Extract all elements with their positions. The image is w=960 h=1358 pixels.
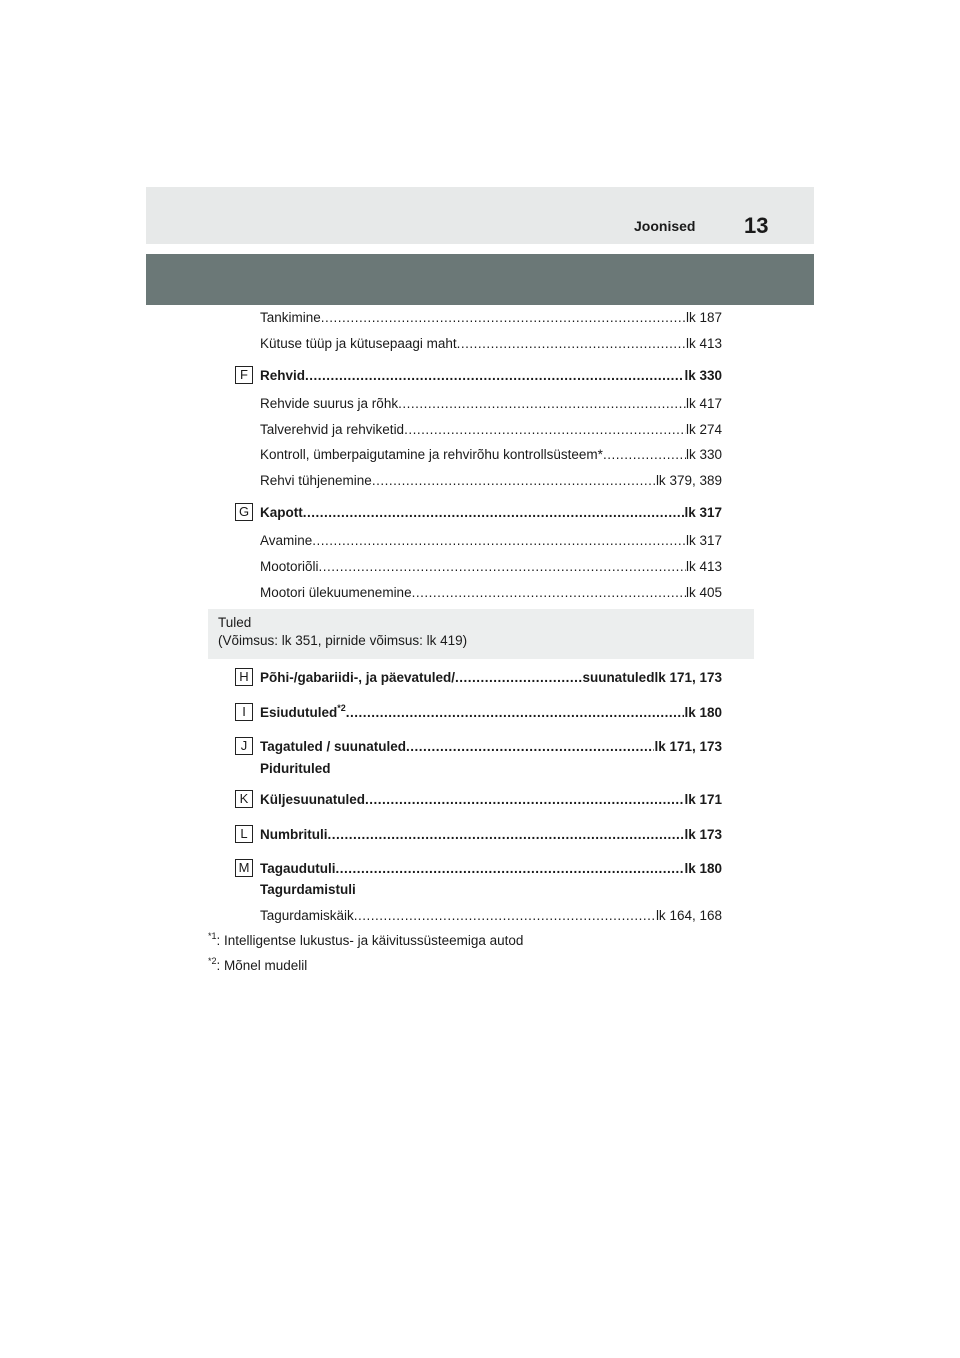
toc-entry-heading: Kapott ..... lk 317 [260,504,722,522]
toc-entry: Rehvide suurus ja rõhk ..... lk 417 [260,395,722,413]
marker-l: L [235,825,253,843]
marker-g: G [235,503,253,521]
marker-m: M [235,859,253,877]
toc-entry-heading: Tagaudutuli ..... lk 180 [260,860,722,878]
toc-entry-heading: Küljesuunatuled ..... lk 171 [260,791,722,809]
toc-entry: Talverehvid ja rehviketid ..... lk 274 [260,421,722,439]
toc-entry-heading: Numbrituli ..... lk 173 [260,826,722,844]
page-number: 13 [744,213,769,238]
toc-entry: Kütuse tüüp ja kütusepaagi maht ..... lk 413 [260,335,722,353]
toc-entry-continuation: Tagurdamistuli [260,882,356,897]
toc-entry: Avamine ..... lk 317 [260,532,722,550]
toc-entry: Mootori ülekuumenemine ..... lk 405 [260,584,722,602]
toc-entry-heading: Rehvid ..... lk 330 [260,367,722,385]
toc-entry-heading: Tagatuled / suunatuled ..... lk 171, 173 [260,738,722,756]
footnote: $^{*2}$: Mõnel mudelil [208,956,308,973]
marker-k: K [235,790,253,808]
marker-h: H [235,668,253,686]
toc-entry-heading: Esiudutuled$^{*2}$ ..... lk 180 [260,704,722,722]
toc-entry: Tagurdamiskäik ..... lk 164, 168 [260,907,722,925]
toc-entry-heading: Põhi-/gabariidi-, ja päevatuled/ ..... suunatuledlk 171, 173 [260,669,722,687]
toc-entry-continuation: Pidurituled [260,761,331,776]
header-dark-band [146,254,814,305]
toc-entry: Mootoriõli ..... lk 413 [260,558,722,576]
toc-entry: Rehvi tühjenemine ..... lk 379, 389 [260,472,722,490]
lights-section-title: Tuled [218,615,252,630]
footnote: $^{*1}$: Intelligentse lukustus- ja käivitussüsteemiga autod [208,931,524,948]
toc-entry: Tankimine ..... lk 187 [260,309,722,327]
header-band [146,187,814,244]
marker-i: I [235,703,253,721]
marker-j: J [235,737,253,755]
toc-entry: Kontroll, ümberpaigutamine ja rehvirõhu kontrollsüsteem* ..... lk 330 [260,446,722,464]
lights-section-subtitle: (Võimsus: lk 351, pirnide võimsus: lk 419) [218,633,468,648]
marker-f: F [235,366,253,384]
section-title: Joonised [634,218,696,234]
